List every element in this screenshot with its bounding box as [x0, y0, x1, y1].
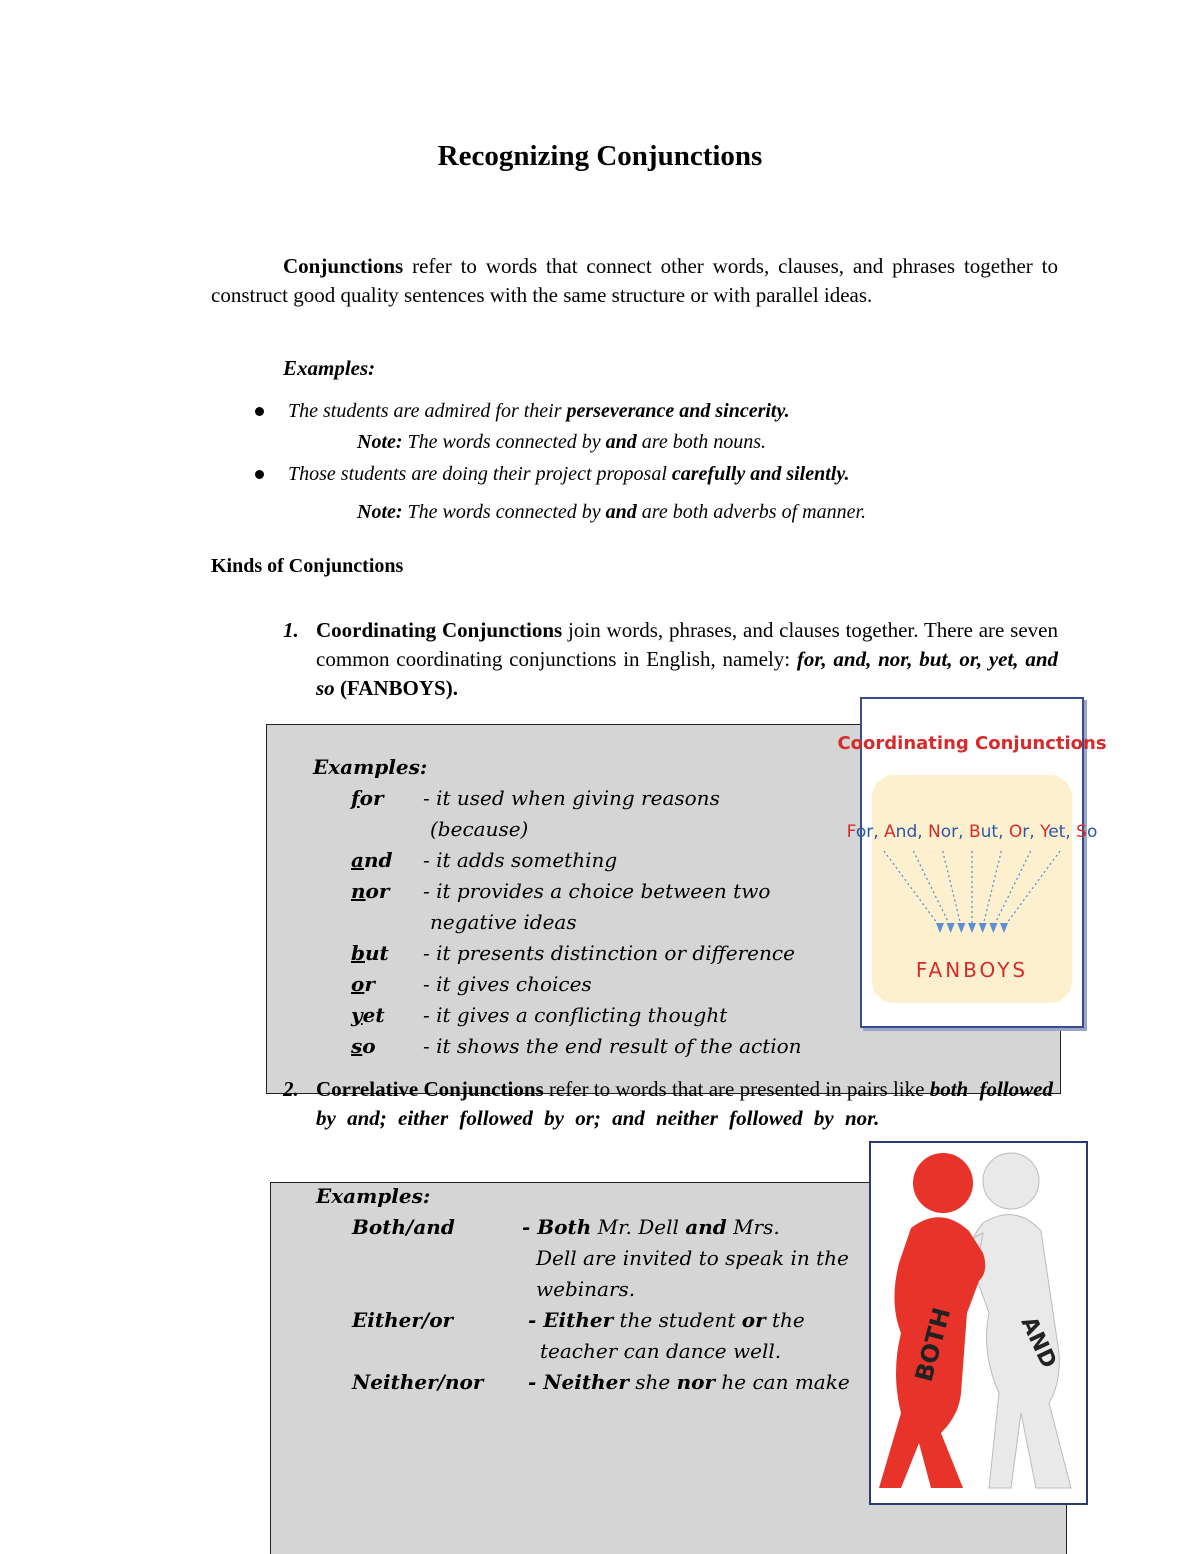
kinds-heading: Kinds of Conjunctions — [211, 555, 404, 577]
example-note-1: Note: The words connected by and are both nouns. — [357, 431, 767, 453]
coordinating-paragraph: Coordinating Conjunctions join words, phrases, and clauses together. There are seven common coordinating conjunctions in English, namely: for, and, nor, but, or, yet, and so (FANBOYS). — [316, 618, 1058, 700]
coordinating-word: so — [351, 1034, 376, 1058]
coordinating-word: and — [351, 848, 393, 872]
intro-paragraph — [211, 252, 1058, 310]
and-word: AND — [1015, 1312, 1061, 1373]
both-and-image — [869, 1141, 1088, 1505]
coordinating-word: for — [351, 786, 384, 810]
coordinating-description: - it gives a conflicting thought — [423, 1003, 728, 1027]
coordinating-examples-label: Examples: — [313, 755, 428, 779]
both-and-graphic — [871, 1143, 1086, 1503]
correlative-sentence: - Neither she nor he can make — [528, 1370, 850, 1394]
correlative-pair: Either/or — [352, 1308, 454, 1332]
correlative-pair: Both/and — [352, 1215, 455, 1239]
coordinating-description: - it presents distinction or difference — [423, 941, 795, 965]
item-number: 2. — [283, 1077, 299, 1101]
correlative-sentence-cont: Dell are invited to speak in the — [536, 1246, 849, 1270]
fanboys-acronym: FANBOYS — [915, 958, 1029, 982]
coordinating-word: but — [351, 941, 389, 965]
correlative-sentence-cont: teacher can dance well. — [540, 1339, 782, 1363]
page-title: Recognizing Conjunctions — [437, 140, 763, 172]
both-word: BOTH — [909, 1304, 957, 1385]
fanboys-image — [837, 697, 1107, 1028]
example-note-2: Note: The words connected by and are both adverbs of manner. — [357, 501, 867, 523]
example-sentence-1: The students are admired for their perseverance and sincerity. — [288, 400, 790, 422]
coordinating-description: - it used when giving reasons — [423, 786, 720, 810]
coordinating-word: or — [351, 972, 375, 996]
coordinating-description: - it shows the end result of the action — [423, 1034, 802, 1058]
correlative-sentence-cont: webinars. — [536, 1277, 636, 1301]
item-number: 1. — [283, 618, 299, 642]
bullet-icon — [255, 470, 264, 479]
coordinating-word: yet — [351, 1003, 385, 1027]
example-sentence-2: Those students are doing their project proposal carefully and silently. — [288, 463, 850, 485]
coordinating-description: - it provides a choice between two — [423, 879, 771, 903]
correlative-paragraph: Correlative Conjunctions refer to words that are presented in pairs like both followed by and; either followed by or; and neither followed by nor. — [316, 1077, 1053, 1130]
correlative-sentence: - Either the student or the — [528, 1308, 805, 1332]
coordinating-word: nor — [351, 879, 390, 903]
fanboys-heading: Coordinating Conjunctions — [837, 733, 1107, 754]
coordinating-description: - it gives choices — [423, 972, 592, 996]
fanboys-graphic — [837, 699, 1107, 1026]
fanboys-word-list: For, And, Nor, But, Or, Yet, So — [846, 822, 1098, 842]
coordinating-description-cont: (because) — [430, 817, 529, 841]
bullet-icon — [255, 407, 264, 416]
correlative-sentence: - Both Mr. Dell and Mrs. — [522, 1215, 780, 1239]
intro-text: refer to words that connect other words, clauses, and phrases together to construct good quality sentences with the same structure or with parallel ideas. — [211, 254, 1058, 307]
correlative-examples-label: Examples: — [316, 1184, 431, 1208]
coordinating-description: - it adds something — [423, 848, 618, 872]
fanboys-words — [847, 822, 1098, 842]
examples-label: Examples: — [283, 356, 376, 380]
intro-term: Conjunctions — [283, 254, 404, 278]
correlative-pair: Neither/nor — [352, 1370, 484, 1394]
coordinating-description-cont: negative ideas — [430, 910, 577, 934]
